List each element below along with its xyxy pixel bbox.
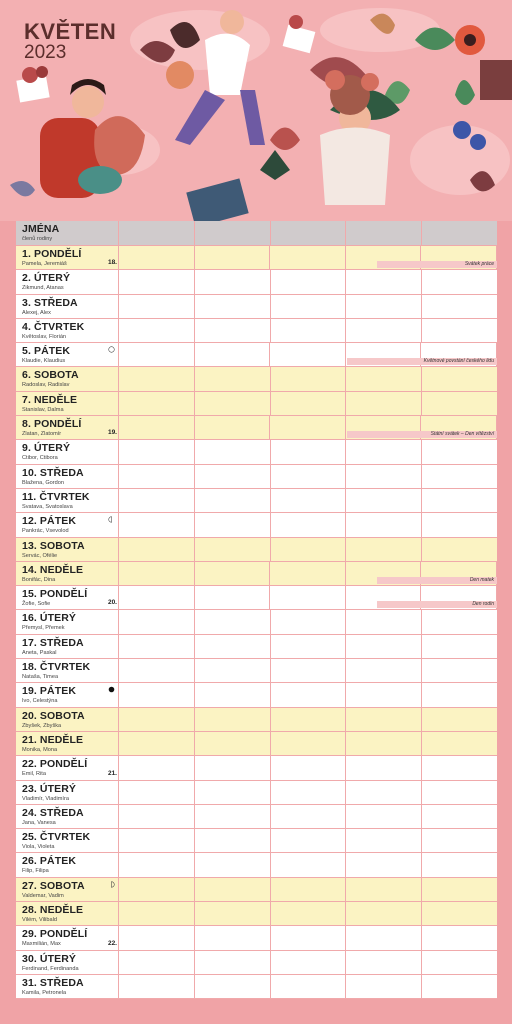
entry-cell[interactable]: [346, 440, 422, 463]
entry-cell[interactable]: [422, 465, 497, 488]
week-number: 18.: [107, 259, 117, 267]
entry-cell[interactable]: [422, 392, 497, 415]
entry-cell[interactable]: [119, 635, 195, 658]
day-label-cell: [16, 951, 119, 974]
day-label: 4. ČTVRTEK: [22, 320, 85, 333]
entry-cell[interactable]: [271, 708, 347, 731]
day-row: [16, 513, 497, 537]
day-label-cell: [16, 513, 119, 536]
day-row: [16, 319, 497, 343]
header-names-cell: [16, 221, 119, 245]
entry-cell[interactable]: [346, 610, 422, 633]
entry-cell[interactable]: [271, 659, 347, 682]
entry-cell[interactable]: [422, 367, 497, 390]
entry-cell[interactable]: [119, 295, 195, 318]
day-label: 18. ČTVRTEK: [22, 661, 91, 674]
day-label-cell: [16, 367, 119, 390]
entry-cell[interactable]: [119, 586, 195, 609]
entry-cell[interactable]: [119, 805, 195, 828]
day-row: [16, 538, 497, 562]
week-number: 19.: [107, 429, 117, 437]
day-label-cell: [16, 926, 119, 949]
name-days: Blažena, Gordon: [22, 479, 64, 486]
entry-cell[interactable]: [119, 489, 195, 512]
entry-cell[interactable]: [346, 708, 422, 731]
entry-cell[interactable]: [422, 513, 497, 536]
entry-cell[interactable]: [119, 416, 195, 439]
day-row: [16, 416, 497, 440]
day-label: 7. NEDĚLE: [22, 393, 78, 406]
entry-cell[interactable]: [422, 440, 497, 463]
header-title: JMÉNA: [22, 223, 60, 235]
name-days: Vladimír, Vladimíra: [22, 795, 69, 802]
entry-cell[interactable]: [422, 926, 497, 949]
name-days: Nataša, Timea: [22, 674, 59, 681]
day-label-cell: [16, 781, 119, 804]
day-row: [16, 610, 497, 634]
entry-cell[interactable]: [119, 562, 195, 585]
entry-cell[interactable]: [346, 270, 422, 293]
day-label: 19. PÁTEK: [22, 685, 76, 698]
entry-cell[interactable]: [422, 319, 497, 342]
day-label: 27. SOBOTA: [22, 879, 85, 892]
entry-cell[interactable]: [422, 659, 497, 682]
day-label-cell: [16, 440, 119, 463]
name-days: Stanislav, Dalma: [22, 406, 64, 413]
member-column-5[interactable]: [422, 221, 497, 245]
day-label: 10. STŘEDA: [22, 466, 84, 479]
name-days: Kamila, Petronela: [22, 989, 67, 996]
day-label-cell: [16, 902, 119, 925]
family-calendar-grid: [16, 221, 497, 999]
name-days: Jana, Vanesa: [22, 819, 56, 826]
day-label: 22. PONDĚLÍ: [22, 758, 88, 771]
name-days: Aneta, Paskal: [22, 649, 57, 656]
day-label-cell: [16, 610, 119, 633]
day-row: [16, 951, 497, 975]
full-moon-icon: [108, 346, 115, 353]
entry-cell[interactable]: [119, 975, 195, 998]
entry-cell[interactable]: [195, 878, 271, 901]
name-days: Maxmilián, Max: [22, 941, 61, 948]
entry-cell[interactable]: [346, 367, 422, 390]
name-days: Zikmund, Atanas: [22, 285, 64, 292]
entry-cell[interactable]: [119, 367, 195, 390]
day-label: 14. NEDĚLE: [22, 563, 84, 576]
day-label: 3. STŘEDA: [22, 296, 78, 309]
entry-cell[interactable]: [346, 465, 422, 488]
day-label: 11. ČTVRTEK: [22, 490, 90, 503]
entry-cell[interactable]: [195, 343, 271, 366]
entry-cell[interactable]: [119, 659, 195, 682]
day-label-cell: [16, 975, 119, 998]
entry-cell[interactable]: [119, 732, 195, 755]
entry-cell[interactable]: [195, 781, 271, 804]
day-label-cell: [16, 392, 119, 415]
entry-cell[interactable]: [422, 878, 497, 901]
entry-cell[interactable]: [119, 319, 195, 342]
entry-cell[interactable]: [346, 926, 422, 949]
day-label-cell: [16, 465, 119, 488]
entry-cell[interactable]: [271, 902, 347, 925]
name-days: Pankrác, Vsevolod: [22, 528, 69, 535]
day-label: 24. STŘEDA: [22, 806, 84, 819]
entry-cell[interactable]: [195, 295, 271, 318]
day-row: [16, 635, 497, 659]
entry-cell[interactable]: [346, 781, 422, 804]
entry-cell[interactable]: [119, 902, 195, 925]
day-label: 21. NEDĚLE: [22, 733, 84, 746]
entry-cell[interactable]: [346, 951, 422, 974]
entry-cell[interactable]: [271, 319, 347, 342]
header-illustration: [0, 0, 512, 221]
day-label: 2. ÚTERÝ: [22, 272, 71, 285]
day-label: 12. PÁTEK: [22, 515, 76, 528]
entry-cell[interactable]: [271, 683, 347, 706]
name-days: Alexej, Alex: [22, 309, 51, 316]
entry-cell[interactable]: [422, 489, 497, 512]
day-label: 8. PONDĚLÍ: [22, 418, 82, 431]
entry-cell[interactable]: [195, 708, 271, 731]
entry-cell[interactable]: [346, 513, 422, 536]
header-subtitle: členů rodiny: [22, 236, 53, 242]
day-label: 28. NEDĚLE: [22, 904, 84, 917]
entry-cell[interactable]: [271, 513, 347, 536]
entry-cell[interactable]: [422, 732, 497, 755]
entry-cell[interactable]: [195, 829, 271, 852]
entry-cell[interactable]: [119, 683, 195, 706]
day-row: [16, 465, 497, 489]
name-days: Ferdinand, Ferdinanda: [22, 965, 79, 972]
day-label-cell: [16, 416, 119, 439]
entry-cell[interactable]: [195, 319, 271, 342]
entry-cell[interactable]: [271, 756, 347, 779]
name-days: Klaudie, Klaudius: [22, 358, 66, 365]
day-label: 31. STŘEDA: [22, 976, 84, 989]
day-row: [16, 878, 497, 902]
entry-cell[interactable]: [195, 805, 271, 828]
entry-cell[interactable]: [422, 635, 497, 658]
entry-cell[interactable]: [119, 853, 195, 876]
day-label: 23. ÚTERÝ: [22, 782, 76, 795]
entry-cell[interactable]: [346, 732, 422, 755]
entry-cell[interactable]: [271, 781, 347, 804]
day-label-cell: [16, 829, 119, 852]
day-row: [16, 343, 497, 367]
entry-cell[interactable]: [271, 489, 347, 512]
entry-cell[interactable]: [119, 343, 195, 366]
entry-cell[interactable]: [195, 951, 271, 974]
day-row: [16, 489, 497, 513]
day-label-cell: [16, 708, 119, 731]
entry-cell[interactable]: [195, 853, 271, 876]
entry-cell[interactable]: [119, 781, 195, 804]
entry-cell[interactable]: [422, 610, 497, 633]
day-row: [16, 829, 497, 853]
entry-cell[interactable]: [195, 610, 271, 633]
day-label: 26. PÁTEK: [22, 855, 76, 868]
name-days: Bonifác, Dina: [22, 576, 56, 583]
day-row: [16, 926, 497, 950]
day-label-cell: [16, 538, 119, 561]
entry-cell[interactable]: [422, 538, 497, 561]
day-label: 15. PONDĚLÍ: [22, 588, 88, 601]
day-label: 5. PÁTEK: [22, 345, 71, 358]
day-label-cell: [16, 756, 119, 779]
day-label-cell: [16, 343, 119, 366]
entry-cell[interactable]: [195, 416, 271, 439]
table-header-row: [16, 221, 497, 246]
entry-cell[interactable]: [422, 270, 497, 293]
day-label: 25. ČTVRTEK: [22, 831, 91, 844]
name-days: Monika, Mona: [22, 746, 58, 753]
day-label-cell: [16, 489, 119, 512]
entry-cell[interactable]: [346, 489, 422, 512]
holiday-label: Svátek práce: [464, 261, 494, 268]
day-row: [16, 756, 497, 780]
entry-cell[interactable]: [119, 440, 195, 463]
day-row: [16, 732, 497, 756]
entry-cell[interactable]: [119, 270, 195, 293]
entry-cell[interactable]: [422, 683, 497, 706]
entry-cell[interactable]: [346, 878, 422, 901]
day-label-cell: [16, 586, 119, 609]
entry-cell[interactable]: [195, 440, 271, 463]
name-days: Pamela, Jeremiáš: [22, 261, 67, 267]
entry-cell[interactable]: [270, 562, 346, 585]
entry-cell[interactable]: [422, 853, 497, 876]
week-number: 22.: [107, 939, 117, 947]
entry-cell[interactable]: [195, 367, 271, 390]
entry-cell[interactable]: [195, 489, 271, 512]
entry-cell[interactable]: [346, 683, 422, 706]
entry-cell[interactable]: [271, 805, 347, 828]
entry-cell[interactable]: [271, 538, 347, 561]
name-days: Zbyšek, Zbyška: [22, 722, 62, 729]
entry-cell[interactable]: [271, 635, 347, 658]
entry-cell[interactable]: [346, 853, 422, 876]
day-label: 1. PONDĚLÍ: [22, 248, 82, 260]
day-label-cell: [16, 635, 119, 658]
holiday-label: Květnové povstání českého lidu: [423, 358, 494, 365]
day-row: [16, 562, 497, 586]
entry-cell[interactable]: [271, 878, 347, 901]
day-row: [16, 853, 497, 877]
day-label-cell: [16, 683, 119, 706]
day-label-cell: [16, 805, 119, 828]
day-label: 17. STŘEDA: [22, 636, 84, 649]
entry-cell[interactable]: [271, 270, 347, 293]
entry-cell[interactable]: [270, 246, 346, 269]
entry-cell[interactable]: [271, 975, 347, 998]
day-label: 30. ÚTERÝ: [22, 952, 76, 965]
day-label: 6. SOBOTA: [22, 369, 79, 382]
entry-cell[interactable]: [195, 902, 271, 925]
day-row: [16, 902, 497, 926]
first-quarter-moon-icon: [108, 881, 115, 888]
name-days: Viola, Violeta: [22, 844, 55, 851]
entry-cell[interactable]: [119, 538, 195, 561]
day-row: [16, 295, 497, 319]
entry-cell[interactable]: [346, 392, 422, 415]
day-label-cell: [16, 295, 119, 318]
entry-cell[interactable]: [422, 829, 497, 852]
day-label-cell: [16, 270, 119, 293]
entry-cell[interactable]: [346, 805, 422, 828]
entry-cell[interactable]: [346, 295, 422, 318]
day-row: [16, 781, 497, 805]
entry-cell[interactable]: [346, 538, 422, 561]
day-label-cell: [16, 246, 119, 269]
entry-cell[interactable]: [346, 975, 422, 998]
entry-cell[interactable]: [346, 902, 422, 925]
last-quarter-moon-icon: [108, 516, 115, 523]
entry-cell[interactable]: [119, 756, 195, 779]
name-days: Květoslav, Florián: [22, 333, 67, 340]
member-column-1[interactable]: [119, 221, 195, 245]
entry-cell[interactable]: [422, 295, 497, 318]
entry-cell[interactable]: [346, 319, 422, 342]
day-label-cell: [16, 853, 119, 876]
entry-cell[interactable]: [119, 513, 195, 536]
entry-cell[interactable]: [195, 975, 271, 998]
entry-cell[interactable]: [195, 926, 271, 949]
day-label-cell: [16, 562, 119, 585]
day-label-cell: [16, 732, 119, 755]
entry-cell[interactable]: [195, 756, 271, 779]
day-label-cell: [16, 878, 119, 901]
entry-cell[interactable]: [270, 343, 346, 366]
entry-cell[interactable]: [346, 756, 422, 779]
entry-cell[interactable]: [119, 610, 195, 633]
holiday-label: Státní svátek – Den vítězství: [430, 431, 494, 438]
entry-cell[interactable]: [195, 392, 271, 415]
entry-cell[interactable]: [422, 708, 497, 731]
day-label: 29. PONDĚLÍ: [22, 928, 88, 941]
entry-cell[interactable]: [422, 902, 497, 925]
entry-cell[interactable]: [119, 708, 195, 731]
day-row: [16, 586, 497, 610]
entry-cell[interactable]: [422, 781, 497, 804]
name-days: Radoslav, Radislav: [22, 382, 70, 389]
year-title: 2023: [24, 42, 67, 63]
entry-cell[interactable]: [271, 926, 347, 949]
entry-cell[interactable]: [346, 635, 422, 658]
day-label: 13. SOBOTA: [22, 539, 85, 552]
entry-cell[interactable]: [195, 586, 271, 609]
entry-cell[interactable]: [346, 829, 422, 852]
holiday-label: Den matek: [469, 577, 494, 584]
entry-cell[interactable]: [422, 805, 497, 828]
entry-cell[interactable]: [195, 562, 271, 585]
entry-cell[interactable]: [195, 465, 271, 488]
name-days: Žofie, Sofie: [22, 601, 51, 608]
name-days: Ivo, Celestýna: [22, 698, 58, 705]
new-moon-icon: [108, 686, 115, 693]
entry-cell[interactable]: [422, 951, 497, 974]
name-days: Emil, Rita: [22, 771, 46, 778]
holiday-label: Den rodin: [472, 601, 494, 608]
entry-cell[interactable]: [195, 683, 271, 706]
entry-cell[interactable]: [119, 951, 195, 974]
entry-cell[interactable]: [346, 659, 422, 682]
member-column-4[interactable]: [346, 221, 422, 245]
entry-cell[interactable]: [422, 756, 497, 779]
name-days: Vilém, Vilibald: [22, 917, 57, 924]
day-row: [16, 440, 497, 464]
name-days: Servác, Ofélie: [22, 552, 58, 559]
entry-cell[interactable]: [195, 513, 271, 536]
day-label: 9. ÚTERÝ: [22, 442, 71, 455]
name-days: Filip, Filipa: [22, 868, 49, 875]
entry-cell[interactable]: [119, 829, 195, 852]
name-days: Přemysl, Přemek: [22, 625, 65, 632]
entry-cell[interactable]: [270, 416, 346, 439]
entry-cell[interactable]: [195, 732, 271, 755]
day-label: 20. SOBOTA: [22, 709, 85, 722]
entry-cell[interactable]: [119, 465, 195, 488]
entry-cell[interactable]: [422, 975, 497, 998]
entry-cell[interactable]: [271, 732, 347, 755]
day-row: [16, 683, 497, 707]
entry-cell[interactable]: [195, 635, 271, 658]
name-days: Svatava, Svatoslava: [22, 503, 73, 510]
day-row: [16, 659, 497, 683]
entry-cell[interactable]: [195, 270, 271, 293]
entry-cell[interactable]: [119, 392, 195, 415]
week-number: 21.: [107, 769, 117, 777]
entry-cell[interactable]: [119, 926, 195, 949]
name-days: Valdemar, Vadim: [22, 892, 64, 899]
entry-cell[interactable]: [119, 246, 195, 269]
entry-cell[interactable]: [195, 246, 271, 269]
entry-cell[interactable]: [270, 586, 346, 609]
day-row: [16, 975, 497, 999]
entry-cell[interactable]: [271, 829, 347, 852]
day-label-cell: [16, 659, 119, 682]
day-row: [16, 270, 497, 294]
entry-cell[interactable]: [271, 610, 347, 633]
member-column-3[interactable]: [271, 221, 347, 245]
entry-cell[interactable]: [271, 465, 347, 488]
day-row: [16, 805, 497, 829]
entry-cell[interactable]: [195, 659, 271, 682]
entry-cell[interactable]: [271, 295, 347, 318]
entry-cell[interactable]: [271, 367, 347, 390]
day-row: [16, 246, 497, 270]
day-label-cell: [16, 319, 119, 342]
entry-cell[interactable]: [195, 538, 271, 561]
day-row: [16, 392, 497, 416]
week-number: 20.: [107, 599, 117, 607]
entry-cell[interactable]: [271, 392, 347, 415]
entry-cell[interactable]: [271, 853, 347, 876]
month-title: KVĚTEN: [24, 19, 117, 44]
day-row: [16, 367, 497, 391]
day-row: [16, 708, 497, 732]
member-column-2[interactable]: [195, 221, 271, 245]
name-days: Ctibor, Ctibora: [22, 455, 58, 462]
day-label: 16. ÚTERÝ: [22, 612, 76, 625]
entry-cell[interactable]: [271, 440, 347, 463]
entry-cell[interactable]: [119, 878, 195, 901]
entry-cell[interactable]: [271, 951, 347, 974]
name-days: Zlatan, Zlatomír: [22, 431, 62, 438]
